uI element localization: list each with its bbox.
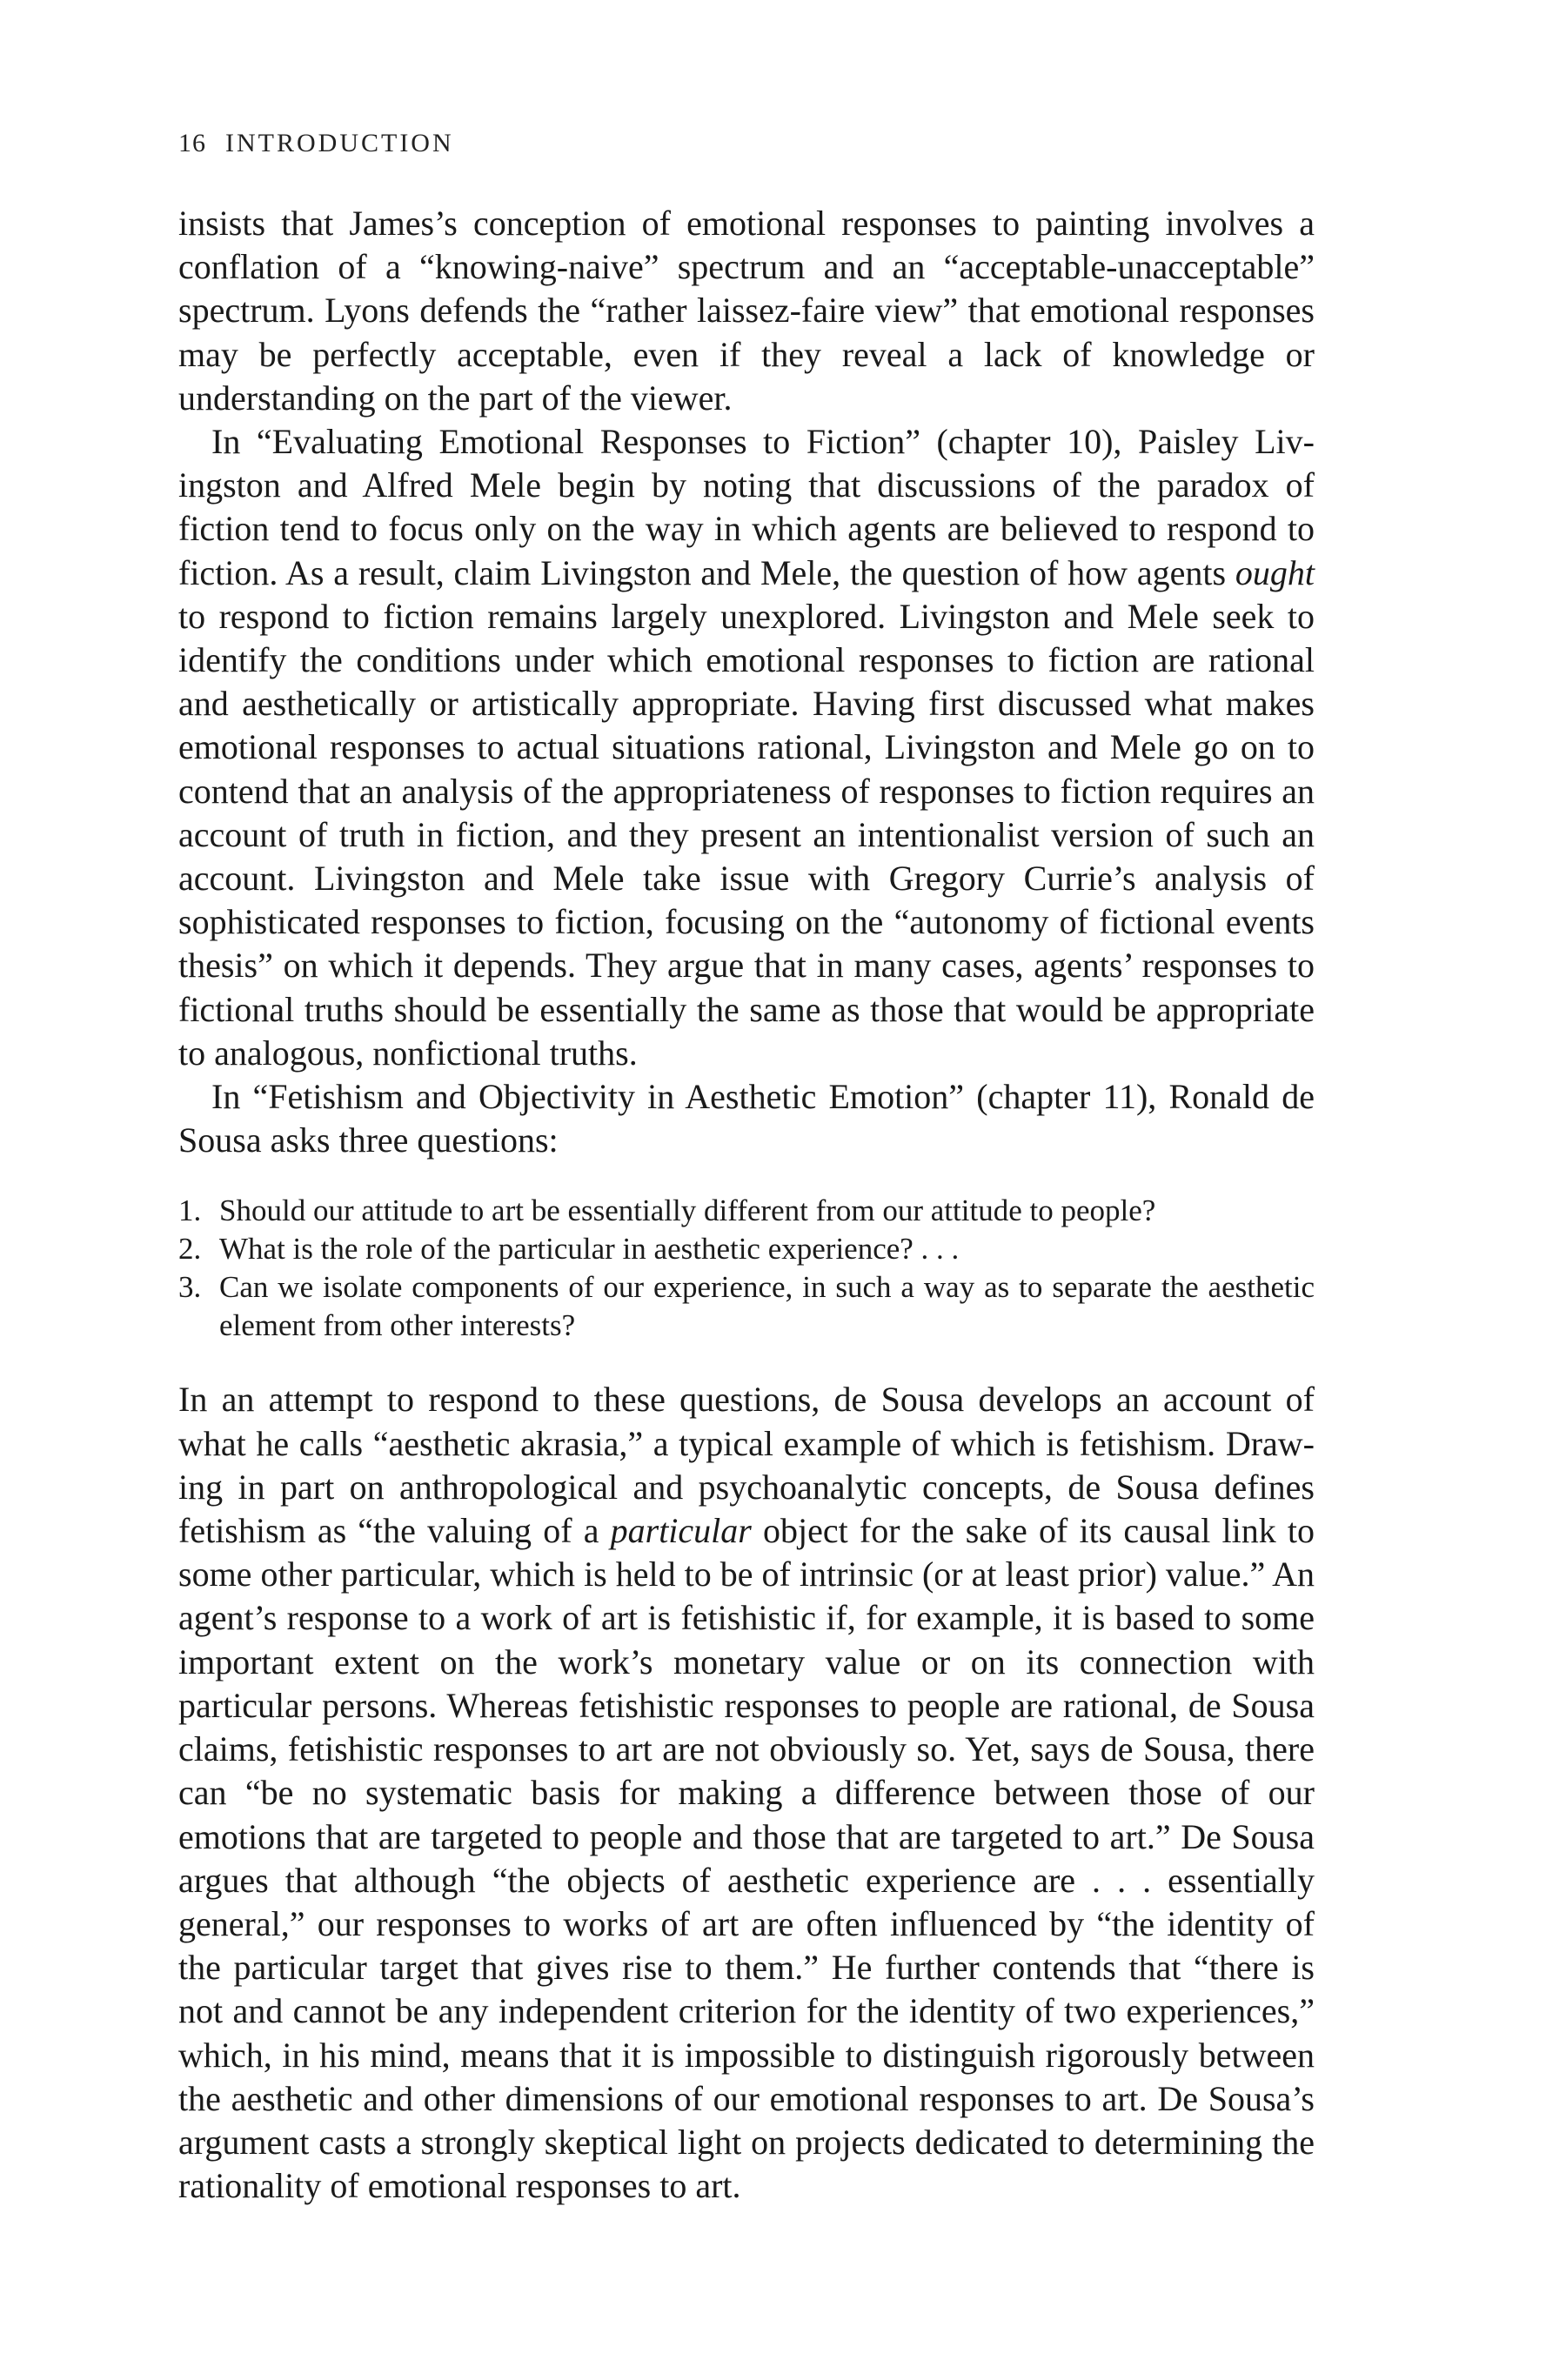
emphasis-particular: particular — [610, 1511, 752, 1551]
list-number: 1. — [178, 1193, 202, 1228]
list-text: Should our attitude to art be essentially different from our attitude to people? — [219, 1193, 1156, 1228]
paragraph-text: In an attempt to respond to these questions, de Sousa develops an account of what he calls “aesthetic akrasia,” a typical example of which is fetishism. Drawing in part on anthropological and psychoanalytic concepts, de Sousa defines fetishism as “the valuing of a — [178, 1380, 1315, 1551]
paragraph-text: object for the sake of its causal link to some other particular, which is held to be of intrinsic (or at least prior) value.” An agent’s response to a work of art is fetishistic if, for example, it is based to some important extent on the work’s monetary value or on its connection with particular persons. Whereas fetishistic responses to people are rational, de Sousa claims, fetishistic responses to art are not obviously so. Yet, says de Sousa, there can “be no systematic basis for making a difference between those of our emotions that are targeted to people and those that are targeted to art.” De Sousa argues that although “the objects of aesthetic experience are . . . essentially general,” our responses to works of art are often influenced by “the identity of the particular target that gives rise to them.” He further contends that “there is not and cannot be any independent criterion for the identity of two experiences,” which, in his mind, means that it is impossible to distinguish rigorously between the aesthetic and other dimensions of our emotional responses to art. De Sousa’s argument casts a strongly skeptical light on projects dedicated to determining the rationality of emotional responses to art. — [178, 1511, 1315, 2206]
paragraph-livingston-mele — [178, 420, 1315, 1075]
page-number: 16 — [178, 129, 206, 157]
questions-list — [178, 1192, 1315, 1345]
list-number: 2. — [178, 1232, 202, 1267]
list-item — [178, 1192, 1315, 1230]
list-item — [178, 1230, 1315, 1268]
list-number: 3. — [178, 1270, 202, 1305]
list-text: What is the role of the particular in aesthetic experience? . . . — [219, 1232, 960, 1267]
running-head — [178, 129, 454, 158]
paragraph-text: In “Evaluating Emotional Responses to Fiction” (chapter 10), Paisley Livingston and Alfred Mele begin by noting that discussions of the paradox of fiction tend to focus only on the way in which agents are believed to respond to fiction. As a result, claim Livingston and Mele, the question of how agents — [178, 422, 1315, 592]
section-title: INTRODUCTION — [225, 129, 454, 157]
paragraph-aesthetic-akrasia — [178, 1378, 1315, 2208]
emphasis-ought: ought — [1235, 552, 1315, 592]
paragraph-de-sousa-intro: In “Fetishism and Objectivity in Aesthetic Emotion” (chapter 11), Ronald de Sousa asks three questions: — [178, 1077, 1315, 1160]
list-item — [178, 1268, 1315, 1345]
paragraph-text: to respond to fiction remains largely unexplored. Livingston and Mele seek to identify the conditions under which emotional responses to fiction are rational and aesthetically or artistically appropriate. Having first discussed what makes emotional responses to actual situations rational, Livingston and Mele go on to contend that an analysis of the appropriateness of responses to fiction requires an account of truth in fiction, and they present an intentionalist version of such an account. Livingston and Mele take issue with Gregory Currie’s analysis of sophisticated responses to fiction, focusing on the “autonomy of fictional events thesis” on which it depends. They argue that in many cases, agents’ responses to fictional truths should be essentially the same as those that would be appropriate to analogous, nonfictional truths. — [178, 596, 1315, 1073]
paragraph-lyons: insists that James’s conception of emotional responses to painting involves a conflation of a “knowing-naive” spectrum and an “acceptable-unacceptable” spectrum. Lyons defends the “rather laissez-faire view” that emotional responses may be perfectly acceptable, even if they reveal a lack of knowledge or understanding on the part of the viewer. — [178, 204, 1315, 418]
body-text — [178, 202, 1315, 2208]
list-text: Can we isolate components of our experience, in such a way as to separate the aesthetic element from other interests? — [219, 1270, 1315, 1343]
